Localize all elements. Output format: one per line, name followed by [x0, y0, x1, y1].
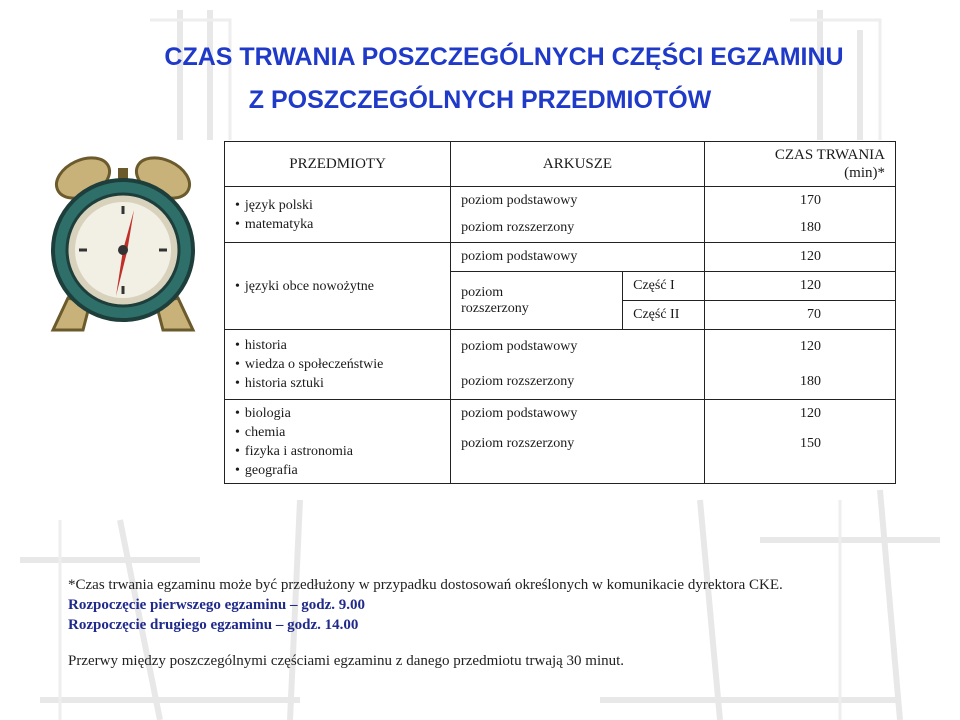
table-row	[225, 400, 896, 428]
level-label: poziom rozszerzony	[451, 215, 705, 243]
level-label	[451, 272, 623, 330]
subjects-cell	[225, 330, 451, 400]
second-exam-start: Rozpoczęcie drugiego egzaminu – godz. 14.00	[68, 617, 359, 633]
header-time-line1: CZAS TRWANIA	[774, 147, 885, 163]
page-subtitle: Z POSZCZEGÓLNYCH PRZEDMIOTÓW	[248, 86, 712, 114]
table-row	[225, 330, 896, 365]
time-value: 180	[704, 215, 895, 243]
header-time	[704, 142, 895, 187]
level-label-line2: rozszerzony	[461, 300, 529, 316]
time-value: 120	[704, 400, 895, 428]
table-row	[225, 243, 896, 272]
subject-item: • matematyka	[235, 215, 440, 234]
subject-item: • język polski	[235, 196, 440, 215]
part-label: Część II	[623, 301, 705, 330]
time-value: 120	[704, 330, 895, 365]
table-row	[225, 187, 896, 215]
subject-item: • fizyka i astronomia	[235, 442, 440, 461]
part-label: Część I	[623, 272, 705, 301]
subject-item: • historia sztuki	[235, 374, 440, 393]
subject-item: • biologia	[235, 404, 440, 423]
subject-item: • wiedza o społeczeństwie	[235, 355, 440, 374]
alarm-clock-icon	[28, 138, 218, 338]
subjects-cell	[225, 187, 451, 243]
time-value: 70	[704, 301, 895, 330]
level-label: poziom rozszerzony	[451, 365, 705, 400]
subjects-cell	[225, 243, 451, 330]
header-time-line2: (min)*	[844, 165, 885, 181]
time-value: 120	[704, 272, 895, 301]
level-label: poziom podstawowy	[451, 400, 705, 428]
time-value: 120	[704, 243, 895, 272]
level-label: poziom podstawowy	[451, 330, 705, 365]
breaks-note: Przerwy między poszczególnymi częściami egzaminu z danego przedmiotu trwają 30 minut.	[68, 653, 625, 669]
header-sheets: ARKUSZE	[451, 142, 705, 187]
time-value: 180	[704, 365, 895, 400]
time-value: 170	[704, 187, 895, 215]
level-label: poziom podstawowy	[451, 187, 705, 215]
page-title: CZAS TRWANIA POSZCZEGÓLNYCH CZĘŚCI EGZAMINU	[164, 43, 844, 71]
level-label: poziom rozszerzony	[451, 428, 705, 484]
exam-duration-table	[224, 141, 896, 484]
table-header-row	[225, 142, 896, 187]
subject-item: • historia	[235, 336, 440, 355]
level-label: poziom podstawowy	[451, 243, 705, 272]
header-subjects: PRZEDMIOTY	[225, 142, 451, 187]
subject-item: • języki obce nowożytne	[235, 277, 440, 296]
time-value: 150	[704, 428, 895, 484]
subjects-cell	[225, 400, 451, 484]
first-exam-start: Rozpoczęcie pierwszego egzaminu – godz. 9.00	[68, 597, 366, 613]
subject-item: • geografia	[235, 461, 440, 480]
footnote: *Czas trwania egzaminu może być przedłużony w przypadku dostosowań określonych w komunikacie dyrektora CKE.	[68, 577, 783, 593]
level-label-line1: poziom	[461, 284, 504, 300]
subject-item: • chemia	[235, 423, 440, 442]
